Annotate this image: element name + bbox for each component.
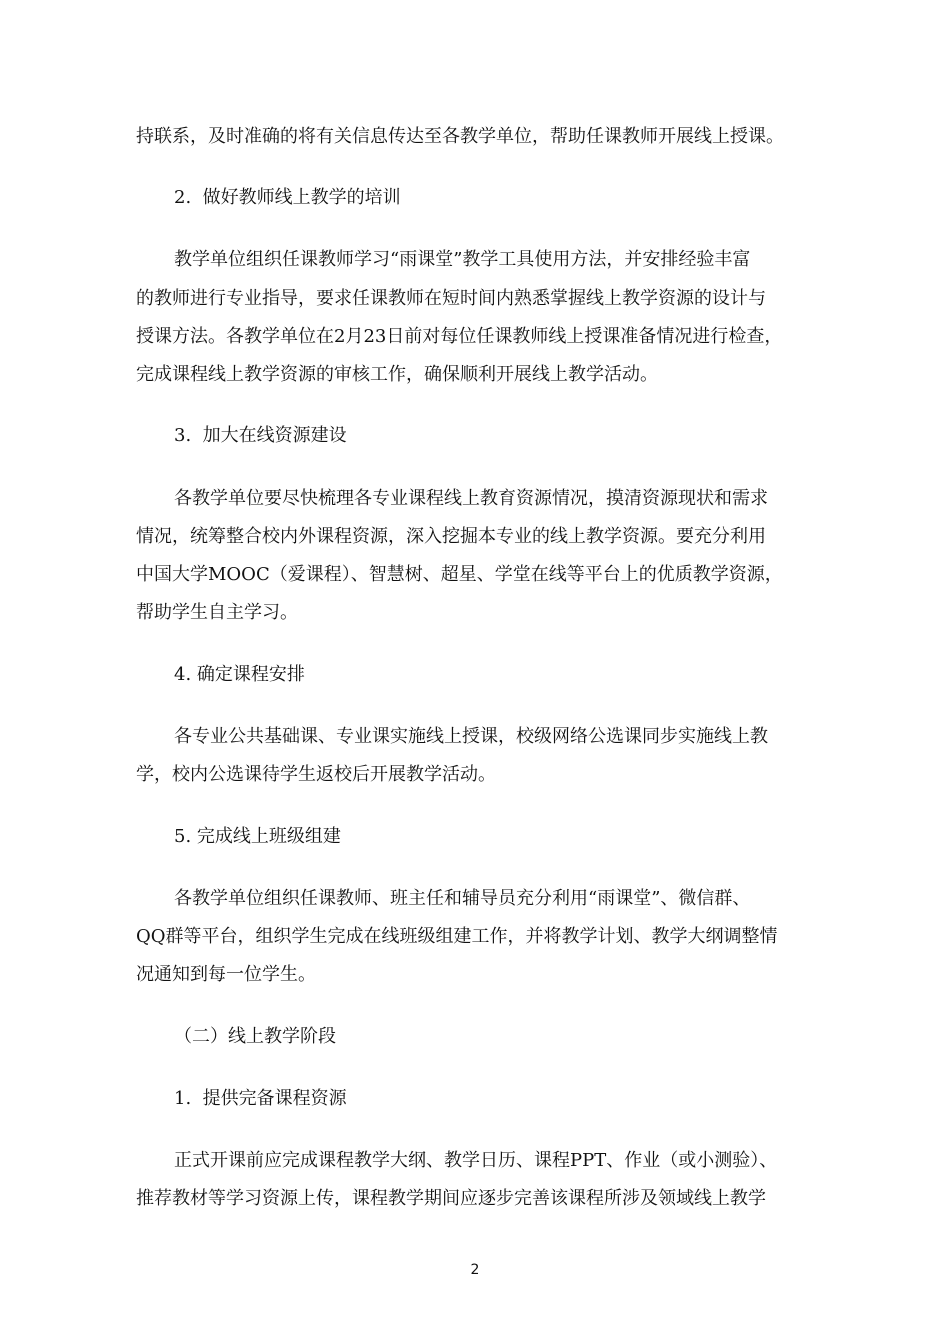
paragraph-line: 正式开课前应完成课程教学大纲、教学日历、课程PPT、作业（或小测验）、	[174, 1150, 778, 1171]
section-heading-5: 5. 完成线上班级组建	[174, 826, 341, 847]
paragraph-line: 帮助学生自主学习。	[136, 602, 298, 623]
paragraph-line: 持联系，及时准确的将有关信息传达至各教学单位，帮助任课教师开展线上授课。	[136, 126, 784, 147]
paragraph-line: 各专业公共基础课、专业课实施线上授课，校级网络公选课同步实施线上教	[174, 726, 768, 747]
section-heading-1: 1. 提供完备课程资源	[174, 1088, 347, 1109]
paragraph-line: 各教学单位组织任课教师、班主任和辅导员充分利用“雨课堂”、微信群、	[174, 888, 751, 909]
page-number: 2	[470, 1262, 480, 1278]
paragraph-line: 学，校内公选课待学生返校后开展教学活动。	[136, 764, 496, 785]
paragraph-line: 各教学单位要尽快梳理各专业课程线上教育资源情况，摸清资源现状和需求	[174, 488, 768, 509]
section-heading-3: 3. 加大在线资源建设	[174, 425, 347, 446]
paragraph-line: 授课方法。各教学单位在2月23日前对每位任课教师线上授课准备情况进行检查，	[136, 326, 783, 347]
section-heading-2: 2. 做好教师线上教学的培训	[174, 187, 401, 208]
paragraph-line: 完成课程线上教学资源的审核工作，确保顺利开展线上教学活动。	[136, 364, 658, 385]
paragraph-line: QQ群等平台，组织学生完成在线班级组建工作，并将教学计划、教学大纲调整情	[136, 926, 778, 947]
paragraph-line: 情况，统筹整合校内外课程资源，深入挖掘本专业的线上教学资源。要充分利用	[136, 526, 766, 547]
paragraph-line: 的教师进行专业指导，要求任课教师在短时间内熟悉掌握线上教学资源的设计与	[136, 288, 766, 309]
paragraph-line: 中国大学MOOC（爱课程）、智慧树、超星、学堂在线等平台上的优质教学资源，	[136, 564, 783, 585]
paragraph-line: 推荐教材等学习资源上传，课程教学期间应逐步完善该课程所涉及领域线上教学	[136, 1188, 766, 1209]
section-heading-4: 4. 确定课程安排	[174, 664, 305, 685]
section-heading-phase: （二）线上教学阶段	[174, 1026, 336, 1047]
paragraph-line: 教学单位组织任课教师学习“雨课堂”教学工具使用方法，并安排经验丰富	[174, 249, 751, 270]
paragraph-line: 况通知到每一位学生。	[136, 964, 316, 985]
